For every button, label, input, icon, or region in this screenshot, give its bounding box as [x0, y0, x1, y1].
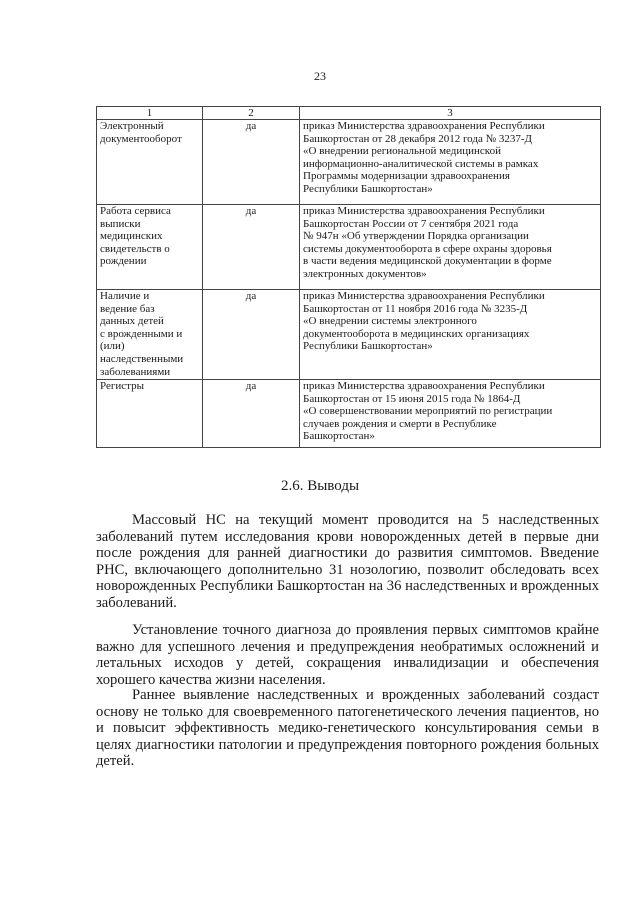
row-basis-cell: приказ Министерства здравоохранения Республики Башкортостан от 15 июня 2015 года № 1864-Д «О совершенствовании мероприятий по регистрации случаев рождения и смерти в Республике Башкортостан» [300, 380, 601, 448]
page-number: 23 [314, 69, 326, 83]
paragraph: Массовый НС на текущий момент проводится на 5 наследственных заболеваний путем исследования крови новорожденных детей в первые дни после рождения для ранней диагностики до развития симптомов. Введение РНС, включающего дополнительно 31 нозологию, позволит обследовать всех новорожденных Республики Башкортостан на 36 наследственных и врожденных заболеваний. [96, 512, 599, 611]
row-status-cell: да [203, 205, 300, 290]
paragraph: Установление точного диагноза до проявления первых симптомов крайне важно для успешного лечения и предупреждения необратимых осложнений и летальных исходов у детей, сокращения инвалидизации и обеспечения хорошего качества жизни населения. [96, 622, 599, 688]
row-status-cell: да [203, 120, 300, 205]
row-name-cell: Работа сервиса выписки медицинских свидетельств о рождении [97, 205, 203, 290]
table-row [97, 380, 601, 448]
row-basis-cell: приказ Министерства здравоохранения Республики Башкортостан от 28 декабря 2012 года № 3237-Д «О внедрении региональной медицинской информационно-аналитической системы в рамках Программы модернизации здравоохранения Республики Башкортостан» [300, 120, 601, 205]
row-name-cell: Электронный документооборот [97, 120, 203, 205]
row-status-cell: да [203, 380, 300, 448]
table-header-row [97, 107, 601, 120]
row-name-cell: Наличие и ведение баз данных детей с врожденными и (или) наследственными заболеваниями [97, 290, 203, 380]
table-row [97, 290, 601, 380]
row-status-cell: да [203, 290, 300, 380]
row-basis-cell: приказ Министерства здравоохранения Республики Башкортостан от 11 ноября 2016 года № 3235-Д «О внедрении системы электронного документооборота в медицинских организациях Республики Башкортостан» [300, 290, 601, 380]
table-header-col-1: 1 [97, 107, 203, 120]
row-basis-cell: приказ Министерства здравоохранения Республики Башкортостан России от 7 сентября 2021 года № 947н «Об утверждении Порядка организации системы документооборота в сфере охраны здоровья в части ведения медицинской документации в форме электронных документов» [300, 205, 601, 290]
section-title: 2.6. Выводы [280, 478, 360, 494]
paragraph: Раннее выявление наследственных и врожденных заболеваний создаст основу не только для своевременного патогенетического лечения пациентов, но и повысит эффективность медико-генетического консультирования семьи в целях диагностики патологии и предупреждения повторного рождения больных детей. [96, 687, 599, 770]
table-header-col-3: 3 [300, 107, 601, 120]
requirements-table [96, 106, 601, 448]
row-name-cell: Регистры [97, 380, 203, 448]
table-header-col-2: 2 [203, 107, 300, 120]
table-row [97, 120, 601, 205]
table-row [97, 205, 601, 290]
